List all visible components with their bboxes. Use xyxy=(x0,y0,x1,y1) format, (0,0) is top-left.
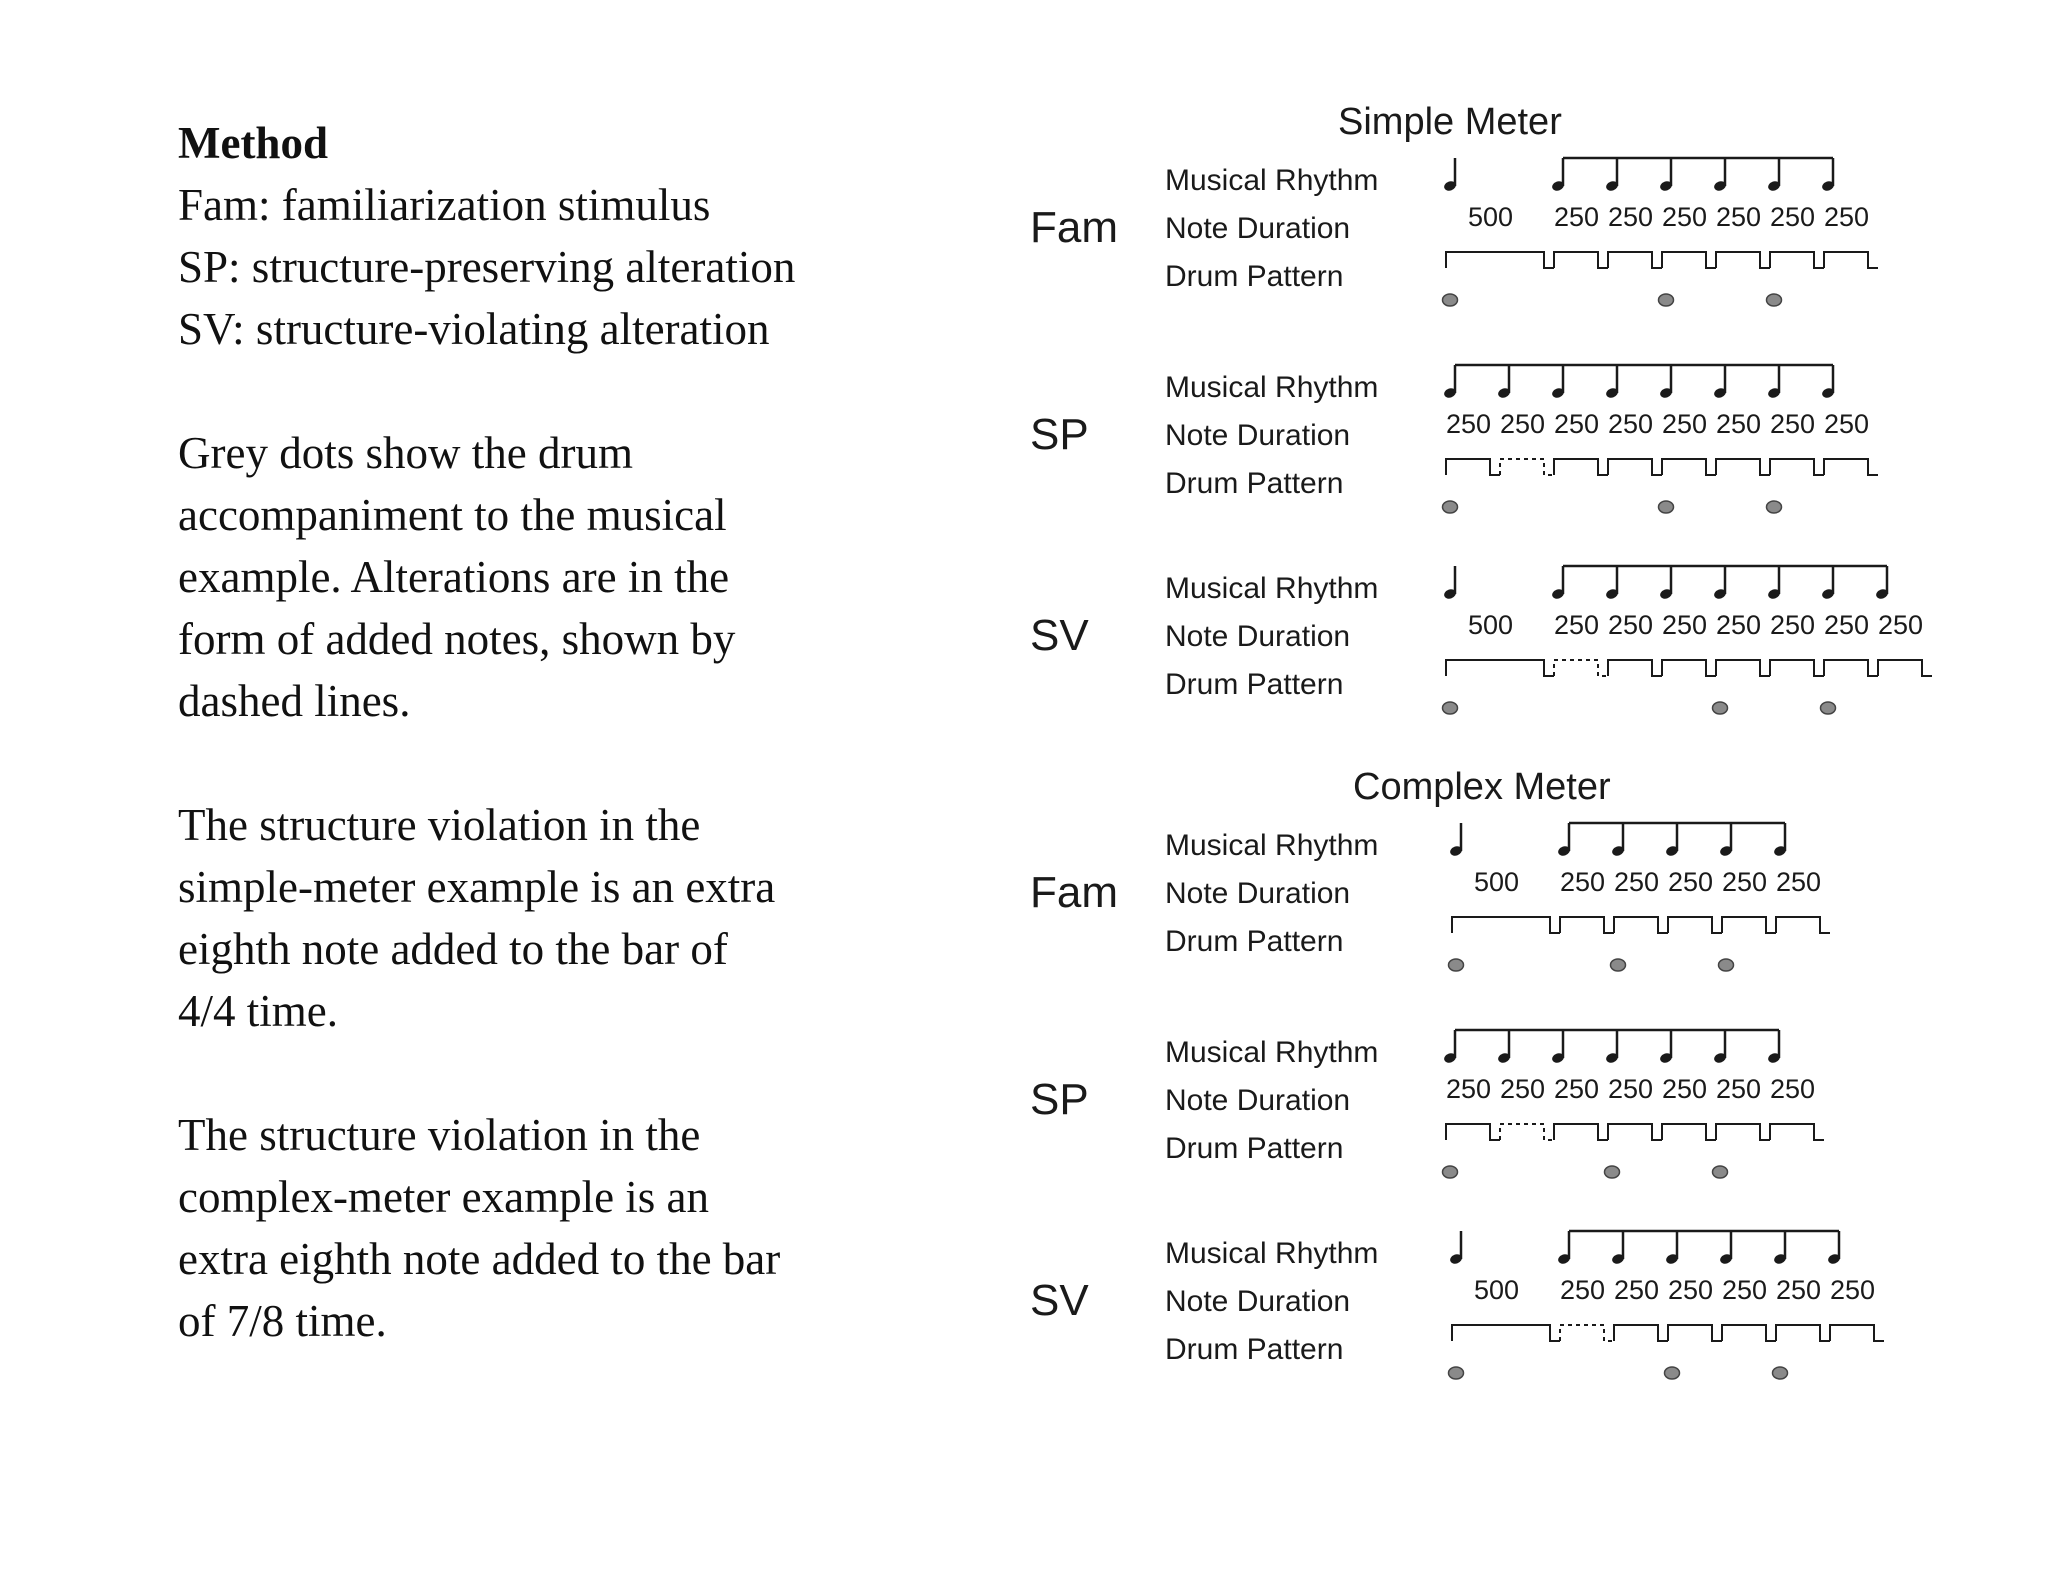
duration-label: 250 xyxy=(1608,610,1654,640)
duration-segment xyxy=(1770,660,1824,676)
duration-label: 250 xyxy=(1608,202,1654,232)
section-title: Simple Meter xyxy=(1338,101,1562,143)
row-label: Note Duration xyxy=(1165,212,1351,245)
duration-label: 250 xyxy=(1560,1275,1606,1305)
duration-label: 250 xyxy=(1662,1074,1708,1104)
duration-label: 250 xyxy=(1554,610,1600,640)
duration-segment xyxy=(1770,1124,1824,1140)
duration-segment xyxy=(1770,252,1824,268)
drum-dot xyxy=(1611,959,1626,971)
rhythm-figure xyxy=(1000,90,2040,1420)
row-label: Drum Pattern xyxy=(1165,668,1344,701)
row-label: Note Duration xyxy=(1165,620,1351,653)
duration-label: 250 xyxy=(1722,1275,1768,1305)
duration-label: 250 xyxy=(1770,1074,1816,1104)
duration-label: 250 xyxy=(1716,202,1762,232)
duration-label: 250 xyxy=(1668,1275,1714,1305)
section-title: Complex Meter xyxy=(1353,766,1611,808)
duration-label: 500 xyxy=(1468,202,1514,232)
duration-segment xyxy=(1722,1325,1776,1341)
duration-label: 250 xyxy=(1770,610,1816,640)
duration-label: 250 xyxy=(1608,409,1654,439)
paragraph-line: of 7/8 time. xyxy=(178,1296,387,1346)
duration-label: 250 xyxy=(1614,867,1660,897)
drum-dot xyxy=(1821,702,1836,714)
duration-label: 250 xyxy=(1824,202,1870,232)
duration-label: 250 xyxy=(1560,867,1606,897)
duration-label: 500 xyxy=(1474,1275,1520,1305)
duration-segment xyxy=(1554,252,1608,268)
definition-sv: SV: structure-violating alteration xyxy=(178,304,770,354)
row-label: Musical Rhythm xyxy=(1165,1237,1379,1270)
paragraph-line: The structure violation in the xyxy=(178,800,701,850)
duration-segment xyxy=(1662,252,1716,268)
stimulus-row xyxy=(1030,365,1878,513)
duration-label: 250 xyxy=(1770,409,1816,439)
duration-segment xyxy=(1614,1325,1668,1341)
added-note-segment xyxy=(1560,1325,1614,1341)
stimulus-row xyxy=(1030,1030,1824,1178)
duration-segment xyxy=(1824,459,1878,475)
drum-dot xyxy=(1767,501,1782,513)
duration-segment xyxy=(1452,1325,1560,1341)
paragraph-line: dashed lines. xyxy=(178,676,411,726)
paragraph-line: accompaniment to the musical xyxy=(178,490,727,540)
duration-segment xyxy=(1776,917,1830,933)
duration-segment xyxy=(1668,1325,1722,1341)
duration-segment xyxy=(1824,252,1878,268)
duration-segment xyxy=(1716,459,1770,475)
added-note-segment xyxy=(1500,459,1554,475)
drum-dot xyxy=(1443,294,1458,306)
added-note-segment xyxy=(1554,660,1608,676)
drum-dot xyxy=(1713,702,1728,714)
duration-label: 500 xyxy=(1474,867,1520,897)
duration-segment xyxy=(1716,1124,1770,1140)
duration-segment xyxy=(1608,459,1662,475)
duration-label: 250 xyxy=(1776,1275,1822,1305)
duration-segment xyxy=(1824,660,1878,676)
paragraph-drum-dots xyxy=(178,422,938,732)
method-heading: Method xyxy=(178,118,328,168)
drum-dot xyxy=(1449,959,1464,971)
duration-segment xyxy=(1452,917,1560,933)
drum-dot xyxy=(1773,1367,1788,1379)
drum-dot xyxy=(1605,1166,1620,1178)
paragraph-line: eighth note added to the bar of xyxy=(178,924,728,974)
duration-label: 250 xyxy=(1722,867,1768,897)
paragraph-simple-meter xyxy=(178,794,938,1042)
duration-label: 250 xyxy=(1776,867,1822,897)
definition-sp: SP: structure-preserving alteration xyxy=(178,242,796,292)
duration-label: 250 xyxy=(1554,1074,1600,1104)
row-label: Drum Pattern xyxy=(1165,925,1344,958)
duration-label: 250 xyxy=(1614,1275,1660,1305)
drum-dot xyxy=(1659,501,1674,513)
duration-segment xyxy=(1770,459,1824,475)
row-label: Musical Rhythm xyxy=(1165,572,1379,605)
row-label: Musical Rhythm xyxy=(1165,1036,1379,1069)
duration-label: 500 xyxy=(1468,610,1514,640)
drum-dot xyxy=(1659,294,1674,306)
row-label: Note Duration xyxy=(1165,877,1351,910)
row-label: Note Duration xyxy=(1165,1285,1351,1318)
condition-label: SP xyxy=(1030,410,1089,459)
duration-label: 250 xyxy=(1716,1074,1762,1104)
duration-label: 250 xyxy=(1668,867,1714,897)
drum-dot xyxy=(1719,959,1734,971)
duration-segment xyxy=(1560,917,1614,933)
added-note-segment xyxy=(1500,1124,1554,1140)
stimulus-row xyxy=(1030,823,1830,971)
duration-label: 250 xyxy=(1662,202,1708,232)
row-label: Musical Rhythm xyxy=(1165,829,1379,862)
duration-segment xyxy=(1446,1124,1500,1140)
stimulus-row xyxy=(1030,158,1878,306)
duration-segment xyxy=(1554,1124,1608,1140)
duration-segment xyxy=(1830,1325,1884,1341)
duration-segment xyxy=(1878,660,1932,676)
drum-dot xyxy=(1665,1367,1680,1379)
duration-segment xyxy=(1716,660,1770,676)
duration-segment xyxy=(1554,459,1608,475)
paragraph-line: form of added notes, shown by xyxy=(178,614,736,664)
duration-label: 250 xyxy=(1500,1074,1546,1104)
duration-label: 250 xyxy=(1554,202,1600,232)
duration-label: 250 xyxy=(1662,409,1708,439)
row-label: Drum Pattern xyxy=(1165,467,1344,500)
drum-dot xyxy=(1443,1166,1458,1178)
method-text xyxy=(178,112,938,1352)
paragraph-line: Grey dots show the drum xyxy=(178,428,633,478)
row-label: Drum Pattern xyxy=(1165,1333,1344,1366)
definition-fam: Fam: familiarization stimulus xyxy=(178,180,711,230)
duration-segment xyxy=(1446,252,1554,268)
duration-label: 250 xyxy=(1878,610,1924,640)
paragraph-line: simple-meter example is an extra xyxy=(178,862,776,912)
stimulus-row xyxy=(1030,1231,1884,1379)
duration-segment xyxy=(1446,459,1500,475)
duration-label: 250 xyxy=(1824,610,1870,640)
duration-segment xyxy=(1776,1325,1830,1341)
duration-label: 250 xyxy=(1716,610,1762,640)
paragraph-line: The structure violation in the xyxy=(178,1110,701,1160)
condition-label: Fam xyxy=(1030,203,1118,252)
duration-segment xyxy=(1608,660,1662,676)
duration-segment xyxy=(1446,660,1554,676)
duration-segment xyxy=(1662,660,1716,676)
meter-section xyxy=(1030,766,1884,1379)
duration-segment xyxy=(1722,917,1776,933)
drum-dot xyxy=(1713,1166,1728,1178)
duration-label: 250 xyxy=(1830,1275,1876,1305)
duration-segment xyxy=(1608,252,1662,268)
condition-label: SP xyxy=(1030,1075,1089,1124)
stimulus-row xyxy=(1030,566,1932,714)
drum-dot xyxy=(1443,702,1458,714)
row-label: Musical Rhythm xyxy=(1165,371,1379,404)
duration-label: 250 xyxy=(1608,1074,1654,1104)
rhythm-diagram xyxy=(1000,90,2040,1420)
duration-segment xyxy=(1662,459,1716,475)
duration-label: 250 xyxy=(1446,409,1492,439)
meter-section xyxy=(1030,101,1932,714)
duration-label: 250 xyxy=(1716,409,1762,439)
condition-label: Fam xyxy=(1030,868,1118,917)
paragraph-complex-meter xyxy=(178,1104,938,1352)
duration-segment xyxy=(1608,1124,1662,1140)
condition-label: SV xyxy=(1030,611,1089,660)
drum-dot xyxy=(1449,1367,1464,1379)
row-label: Drum Pattern xyxy=(1165,1132,1344,1165)
paragraph-line: 4/4 time. xyxy=(178,986,338,1036)
definition-list xyxy=(178,174,938,360)
condition-label: SV xyxy=(1030,1276,1089,1325)
duration-segment xyxy=(1668,917,1722,933)
drum-dot xyxy=(1767,294,1782,306)
duration-label: 250 xyxy=(1446,1074,1492,1104)
duration-segment xyxy=(1662,1124,1716,1140)
duration-segment xyxy=(1716,252,1770,268)
paragraph-line: example. Alterations are in the xyxy=(178,552,730,602)
duration-segment xyxy=(1614,917,1668,933)
duration-label: 250 xyxy=(1770,202,1816,232)
duration-label: 250 xyxy=(1500,409,1546,439)
row-label: Note Duration xyxy=(1165,1084,1351,1117)
row-label: Drum Pattern xyxy=(1165,260,1344,293)
paragraph-line: extra eighth note added to the bar xyxy=(178,1234,781,1284)
row-label: Musical Rhythm xyxy=(1165,164,1379,197)
duration-label: 250 xyxy=(1824,409,1870,439)
paragraph-line: complex-meter example is an xyxy=(178,1172,710,1222)
row-label: Note Duration xyxy=(1165,419,1351,452)
duration-label: 250 xyxy=(1554,409,1600,439)
duration-label: 250 xyxy=(1662,610,1708,640)
drum-dot xyxy=(1443,501,1458,513)
